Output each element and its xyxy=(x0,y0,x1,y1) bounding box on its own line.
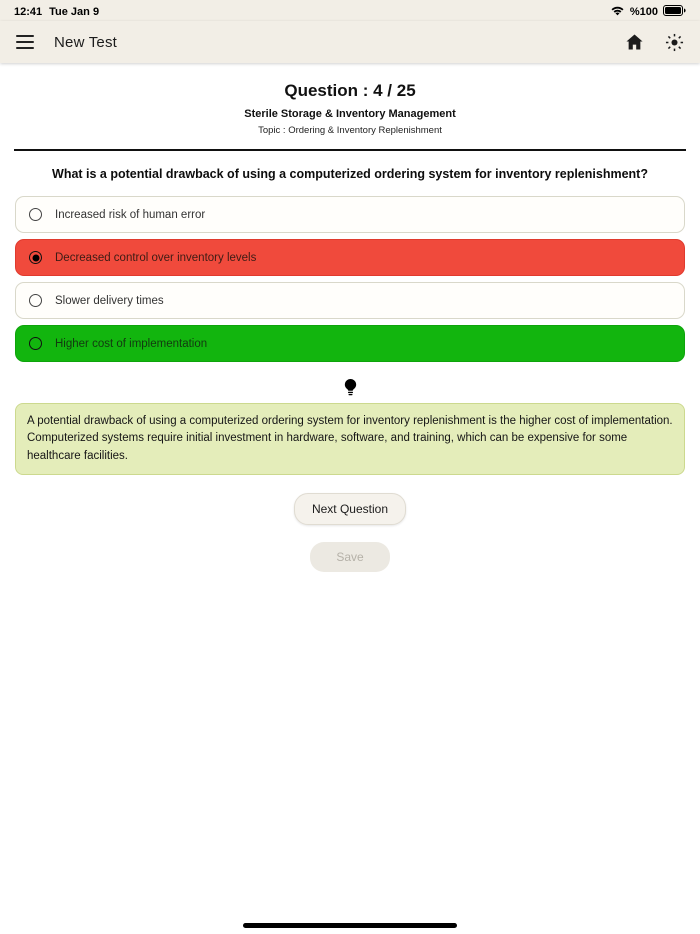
menu-icon[interactable] xyxy=(16,35,34,49)
question-category: Sterile Storage & Inventory Management xyxy=(244,108,456,120)
explanation-box xyxy=(15,403,685,475)
nav-bar xyxy=(0,21,700,63)
question-counter: Question : 4 / 25 xyxy=(284,81,416,100)
question-topic: Topic : Ordering & Inventory Replenishment xyxy=(258,125,442,136)
status-bar xyxy=(0,0,700,21)
radio-button-selected[interactable] xyxy=(29,251,42,264)
brightness-icon[interactable] xyxy=(664,32,684,52)
home-indicator[interactable] xyxy=(243,923,457,928)
home-icon[interactable] xyxy=(624,32,644,52)
battery-percent: %100 xyxy=(629,5,658,18)
save-button[interactable]: Save xyxy=(310,542,389,572)
option-label: Decreased control over inventory levels xyxy=(55,251,257,264)
divider xyxy=(14,149,686,151)
status-date: Tue Jan 9 xyxy=(49,5,100,18)
option-row-2[interactable] xyxy=(15,239,685,276)
option-row-1[interactable] xyxy=(15,196,685,233)
wifi-icon xyxy=(610,5,625,19)
option-label: Slower delivery times xyxy=(55,294,164,307)
radio-button[interactable] xyxy=(29,294,42,307)
options-list xyxy=(15,196,685,362)
page-title: New Test xyxy=(54,33,118,51)
option-label: Increased risk of human error xyxy=(55,208,206,221)
radio-button[interactable] xyxy=(29,208,42,221)
option-label: Higher cost of implementation xyxy=(55,337,208,350)
option-row-3[interactable] xyxy=(15,282,685,319)
radio-button[interactable] xyxy=(29,337,42,350)
lightbulb-icon xyxy=(0,379,700,397)
next-question-button[interactable]: Next Question xyxy=(294,493,406,525)
battery-icon xyxy=(663,5,686,19)
status-time: 12:41 xyxy=(14,5,43,18)
question-text: What is a potential drawback of using a computerized ordering system for inventory replenishment? xyxy=(52,167,648,181)
main-content xyxy=(0,63,700,934)
option-row-4[interactable] xyxy=(15,325,685,362)
explanation-text: A potential drawback of using a computerized ordering system for inventory replenishment is the higher cost of implementation. Computerized systems require initial investment in hardware, software, and training, which can be expensive for some healthcare facilities. xyxy=(27,415,673,462)
